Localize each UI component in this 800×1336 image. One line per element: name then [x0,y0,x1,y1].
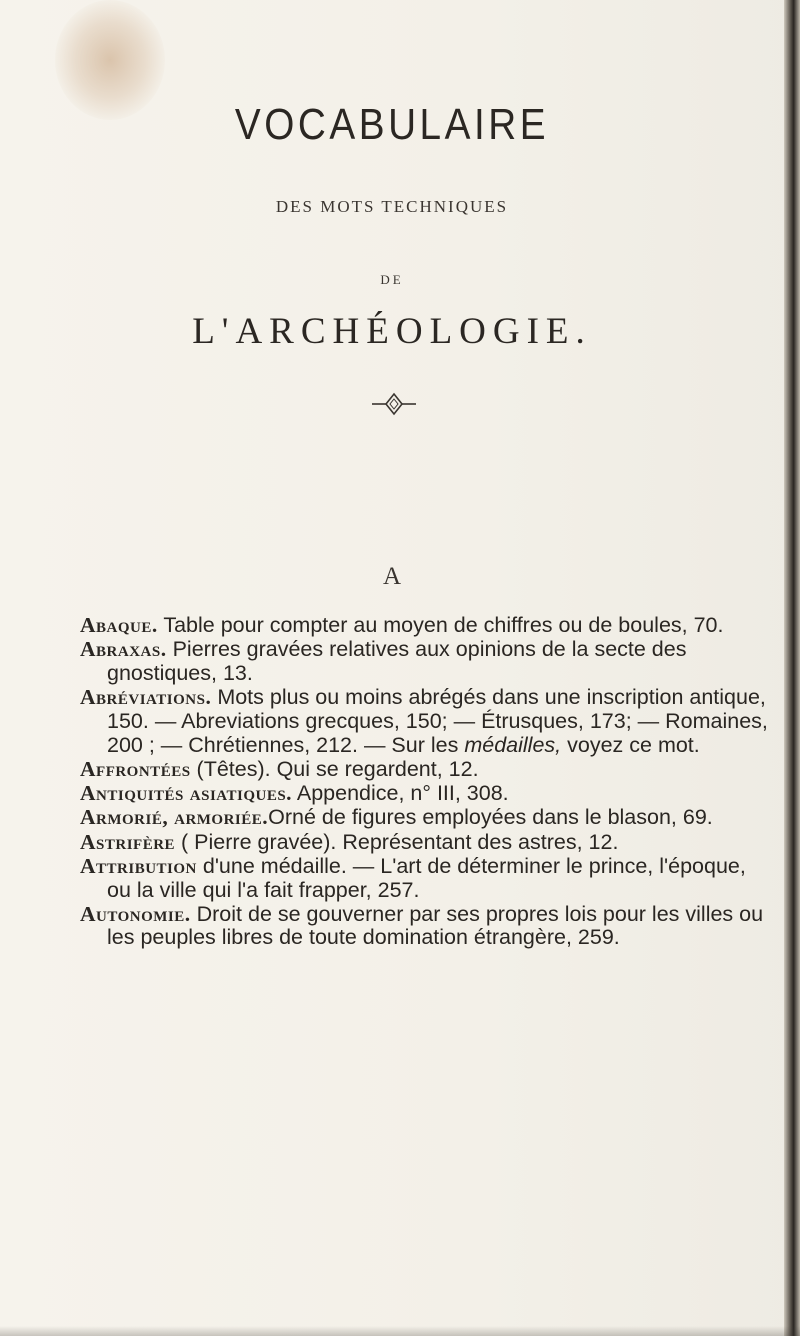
entry-affrontees [80,758,770,782]
entry-head: Autonomie. [80,901,191,926]
entry-tail: voyez ce mot. [567,732,700,757]
entry-antiquites [80,782,770,806]
entry-text: Orné de figures employées dans le blason, 69. [268,805,713,830]
entry-text: Table pour compter au moyen de chiffres ou de boules, 70. [163,613,724,637]
entry-armorie [80,806,770,830]
section-letter: A [382,563,402,590]
page-edge-shadow [784,0,800,1336]
subtitle-connector: DE [380,272,404,287]
entry-attribution [80,855,770,903]
entry-text: d'une médaille. — L'art de déterminer le prince, l'époque, ou la ville qui l'a fait frapper, 257. [107,853,746,902]
entry-head: Abraxas. [80,637,167,662]
entry-text: Mots plus ou moins abrégés dans une inscription antique, 150. — Abreviations grecques, 150; — Étrusques, 173; — Romaines, 200 ; — Chrétiennes, 212. — Sur les [107,685,768,757]
ornament-diamond-icon [372,390,416,418]
entry-head: Astrifère [80,829,176,854]
entry-text: ( Pierre gravée). Représentant des astres, 12. [181,829,619,854]
entry-astrifere [80,831,770,855]
entry-abraxas [80,638,770,686]
entry-list [80,614,770,951]
page-title: VOCABULAIRE [234,100,550,149]
entry-autonomie [80,903,770,951]
entry-text: Pierres gravées relatives aux opinions de la secte des gnostiques, 13. [107,637,687,685]
entry-text: (Têtes). Qui se regardent, 12. [196,756,479,781]
entry-head: Abréviations. [80,685,212,710]
entry-abreviations [80,686,770,757]
entry-italic: médailles, [464,732,562,757]
page-bottom-shadow [0,1326,800,1336]
entry-head: Abaque. [80,613,158,637]
entry-head: Antiquités asiatiques. [80,781,293,806]
entry-head: Armorié, armoriée. [80,805,269,830]
entry-text: Droit de se gouverner par ses propres lois pour les villes ou les peuples libres de toute domination étrangère, 259. [107,901,764,950]
entry-head: Affrontées [80,756,191,781]
entry-abaque [80,614,770,638]
subtitle-subject: L'ARCHÉOLOGIE. [192,311,592,352]
subtitle-line: DES MOTS TECHNIQUES [275,197,509,216]
entry-text: Appendice, n° III, 308. [296,781,509,806]
entry-head: Attribution [80,853,197,878]
